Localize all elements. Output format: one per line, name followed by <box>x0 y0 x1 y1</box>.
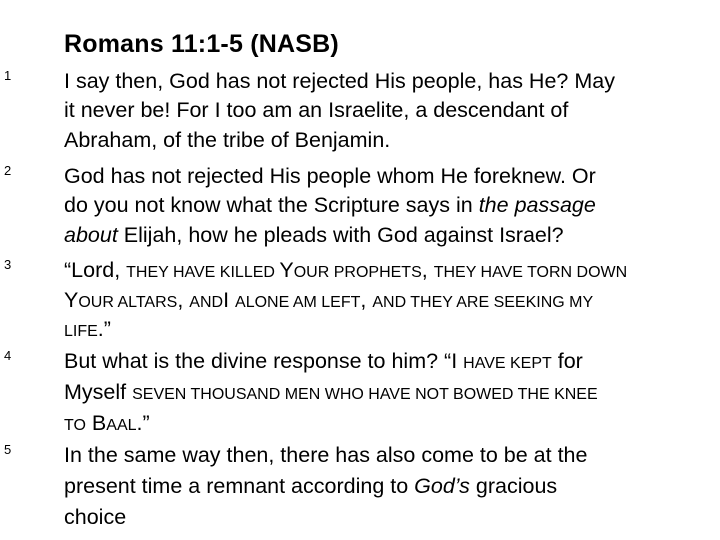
text-run: Y <box>64 288 79 312</box>
text-run: present time a remnant according to <box>64 474 415 498</box>
small-caps-run: THEY HAVE KILLED <box>126 264 280 281</box>
verse-number: 1 <box>4 68 12 83</box>
small-caps-run: OUR PROPHETS <box>293 264 422 281</box>
text-run: , <box>421 258 434 282</box>
verse-line <box>64 379 598 408</box>
page-title: Romans 11:1-5 (NASB) <box>64 30 339 58</box>
text-run: choice <box>64 505 127 529</box>
small-caps-run: SEVEN THOUSAND MEN WHO HAVE NOT BOWED THE KNEE <box>132 386 598 403</box>
text-run: God has not rejected His people whom He foreknew. Or <box>64 164 596 188</box>
text-run: do you not know what the Scripture says in <box>64 193 479 217</box>
text-run: Myself <box>64 380 133 404</box>
text-run: it never be! For I too am an Israelite, a descendant of <box>64 98 569 122</box>
small-caps-run: AND THEY ARE SEEKING MY <box>372 294 594 311</box>
italic-run: the passage <box>478 193 596 217</box>
verse-line <box>64 127 390 153</box>
text-run: for <box>551 349 583 373</box>
small-caps-run: THEY HAVE TORN DOWN <box>433 264 628 281</box>
verse-line <box>64 287 593 316</box>
text-run: I say then, God has not rejected His people, has He? May <box>64 69 615 93</box>
verse-number: 2 <box>4 163 12 178</box>
verse-number: 3 <box>4 257 12 272</box>
small-caps-run: TO <box>64 417 86 434</box>
verse-number: 4 <box>4 348 12 363</box>
verse-line <box>64 257 627 286</box>
verse-number: 5 <box>4 442 12 457</box>
text-run: B <box>85 411 107 435</box>
verse-line <box>64 316 111 345</box>
text-run: I <box>223 288 236 312</box>
small-caps-run: LIFE <box>64 323 98 340</box>
text-run: , <box>177 288 190 312</box>
small-caps-run: AND <box>189 294 224 311</box>
verse-line <box>64 68 615 94</box>
small-caps-run: AAL <box>106 417 137 434</box>
italic-run: God’s <box>414 474 470 498</box>
text-run: But what is the divine response to him? “I <box>64 349 464 373</box>
verse-line <box>64 222 564 248</box>
verse-line <box>64 97 568 123</box>
text-run: In the same way then, there has also come to be at the <box>64 443 588 467</box>
text-run: , <box>360 288 373 312</box>
text-run: Y <box>279 258 294 282</box>
verse-line <box>64 442 587 468</box>
verse-line <box>64 504 126 530</box>
small-caps-run: HAVE KEPT <box>463 355 552 372</box>
text-run: gracious <box>469 474 558 498</box>
verse-line <box>64 473 557 499</box>
small-caps-run: ALONE AM LEFT <box>235 294 361 311</box>
text-run: Abraham, of the tribe of Benjamin. <box>64 128 391 152</box>
text-run: “Lord, <box>64 258 127 282</box>
italic-run: about <box>64 223 118 247</box>
text-run: .” <box>136 411 150 435</box>
verse-line <box>64 163 596 189</box>
verse-line <box>64 192 596 218</box>
text-run: .” <box>97 317 111 341</box>
text-run: Elijah, how he pleads with God against Israel? <box>117 223 564 247</box>
verse-line <box>64 348 583 377</box>
small-caps-run: OUR ALTARS <box>78 294 178 311</box>
verse-line <box>64 410 150 439</box>
